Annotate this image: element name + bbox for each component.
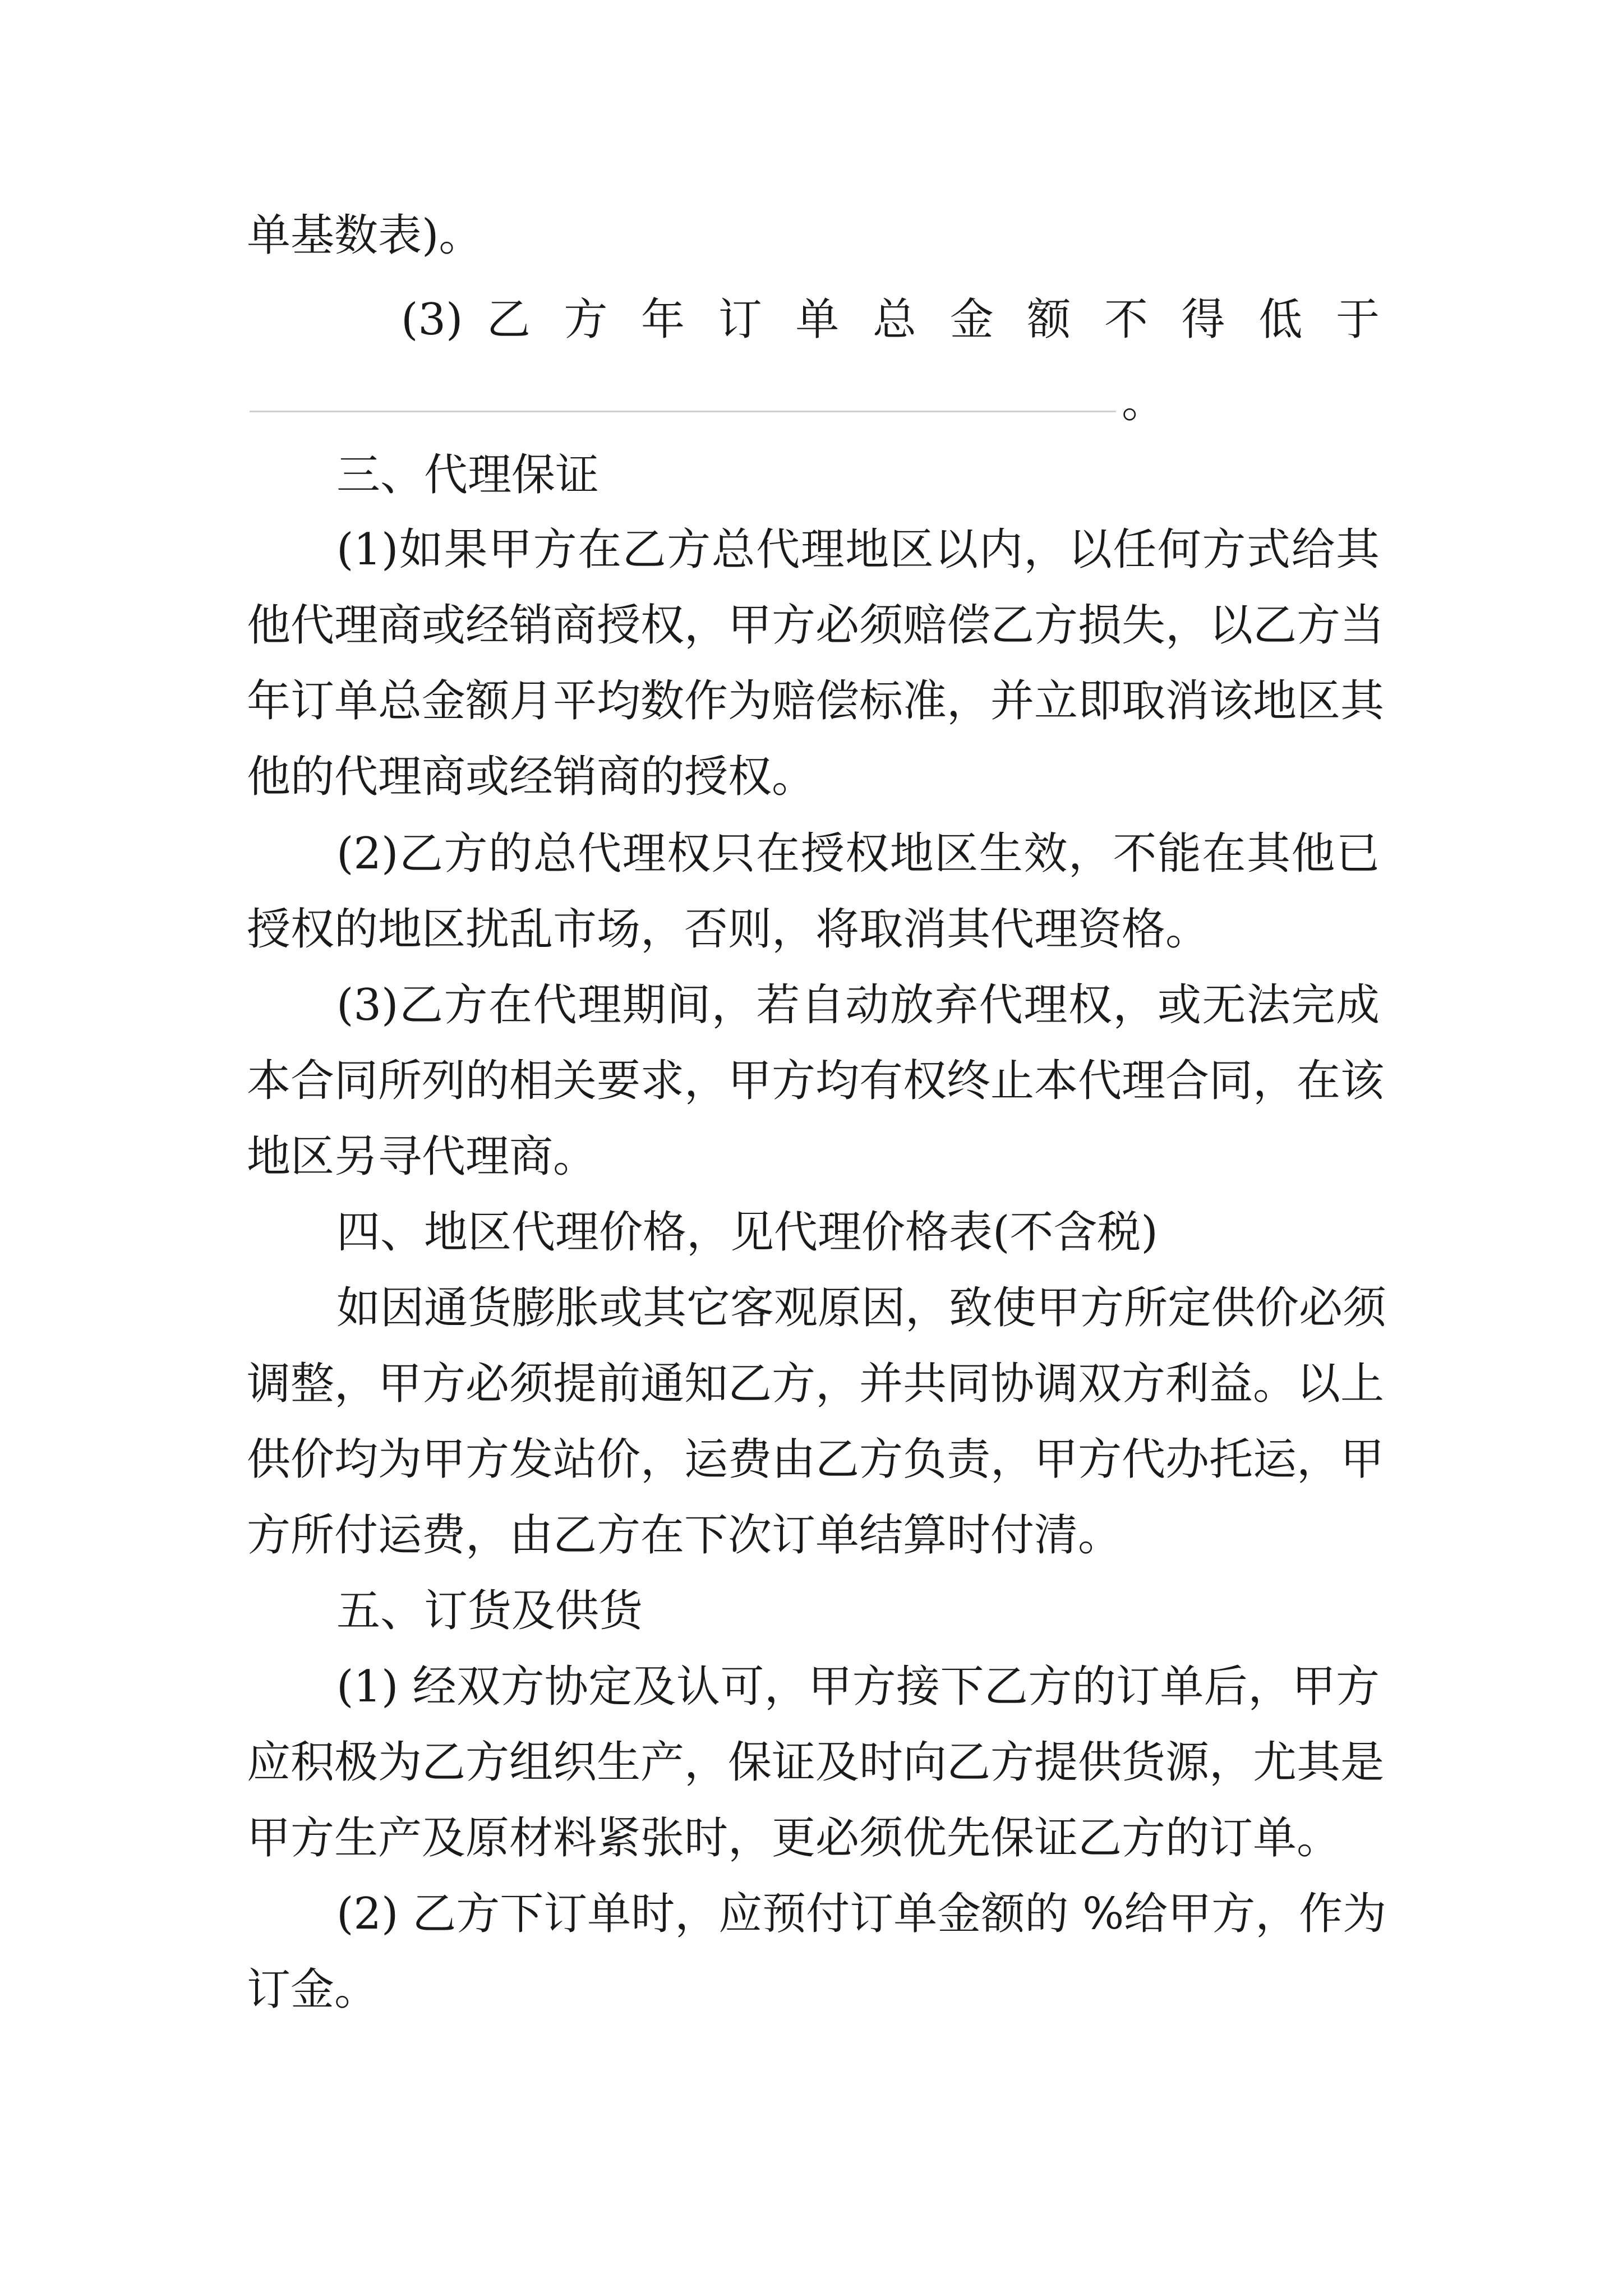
text-line-8: (2)乙方的总代理权只在授权地区生效，不能在其他已 [336, 829, 1380, 879]
text-line-14: 如因通货膨胀或其它客观原因，致使甲方所定供价必须 [336, 1283, 1387, 1333]
text-line-2: (3) 乙 方 年 订 单 总 金 额 不 得 低 于 [401, 295, 1380, 345]
text-line-4: (1)如果甲方在乙方总代理地区以内，以任何方式给其 [336, 524, 1380, 575]
text-line-9: 授权的地区扰乱市场，否则，将取消其代理资格。 [247, 904, 1210, 955]
fill-in-blank [250, 411, 1116, 412]
blank-period: 。 [1122, 377, 1166, 427]
text-line-19: (1) 经双方协定及认可，甲方接下乙方的订单后，甲方 [336, 1662, 1380, 1712]
text-line-21: 甲方生产及原材料紧张时，更必须优先保证乙方的订单。 [247, 1813, 1341, 1864]
text-line-5: 他代理商或经销商授权，甲方必须赔偿乙方损失，以乙方当 [247, 600, 1385, 651]
text-line-17: 方所付运费，由乙方在下次订单结算时付清。 [247, 1510, 1122, 1561]
text-line-10: (3)乙方在代理期间，若自动放弃代理权，或无法完成 [336, 980, 1380, 1030]
text-line-16: 供价均为甲方发站价，运费由乙方负责，甲方代办托运，甲 [247, 1434, 1385, 1485]
text-line-20: 应积极为乙方组织生产，保证及时向乙方提供货源，尤其是 [247, 1737, 1385, 1788]
text-line-15: 调整，甲方必须提前通知乙方，并共同协调双方利益。以上 [247, 1359, 1385, 1409]
section-heading-5: 五、订货及供货 [336, 1586, 643, 1636]
text-line-22: (2) 乙方下订单时，应预付订单金额的 %给甲方，作为 [336, 1889, 1387, 1939]
section-heading-4: 四、地区代理价格，见代理价格表(不含税) [336, 1207, 1158, 1258]
text-line-23: 订金。 [247, 1964, 379, 2015]
text-line-6: 年订单总金额月平均数作为赔偿标准，并立即取消该地区其 [247, 676, 1385, 726]
text-line-7: 他的代理商或经销商的授权。 [247, 752, 816, 802]
text-line-12: 地区另寻代理商。 [247, 1131, 597, 1182]
text-line-11: 本合同所列的相关要求，甲方均有权终止本代理合同，在该 [247, 1056, 1385, 1106]
section-heading-3: 三、代理保证 [336, 450, 600, 500]
text-line-1: 单基数表)。 [247, 210, 483, 261]
